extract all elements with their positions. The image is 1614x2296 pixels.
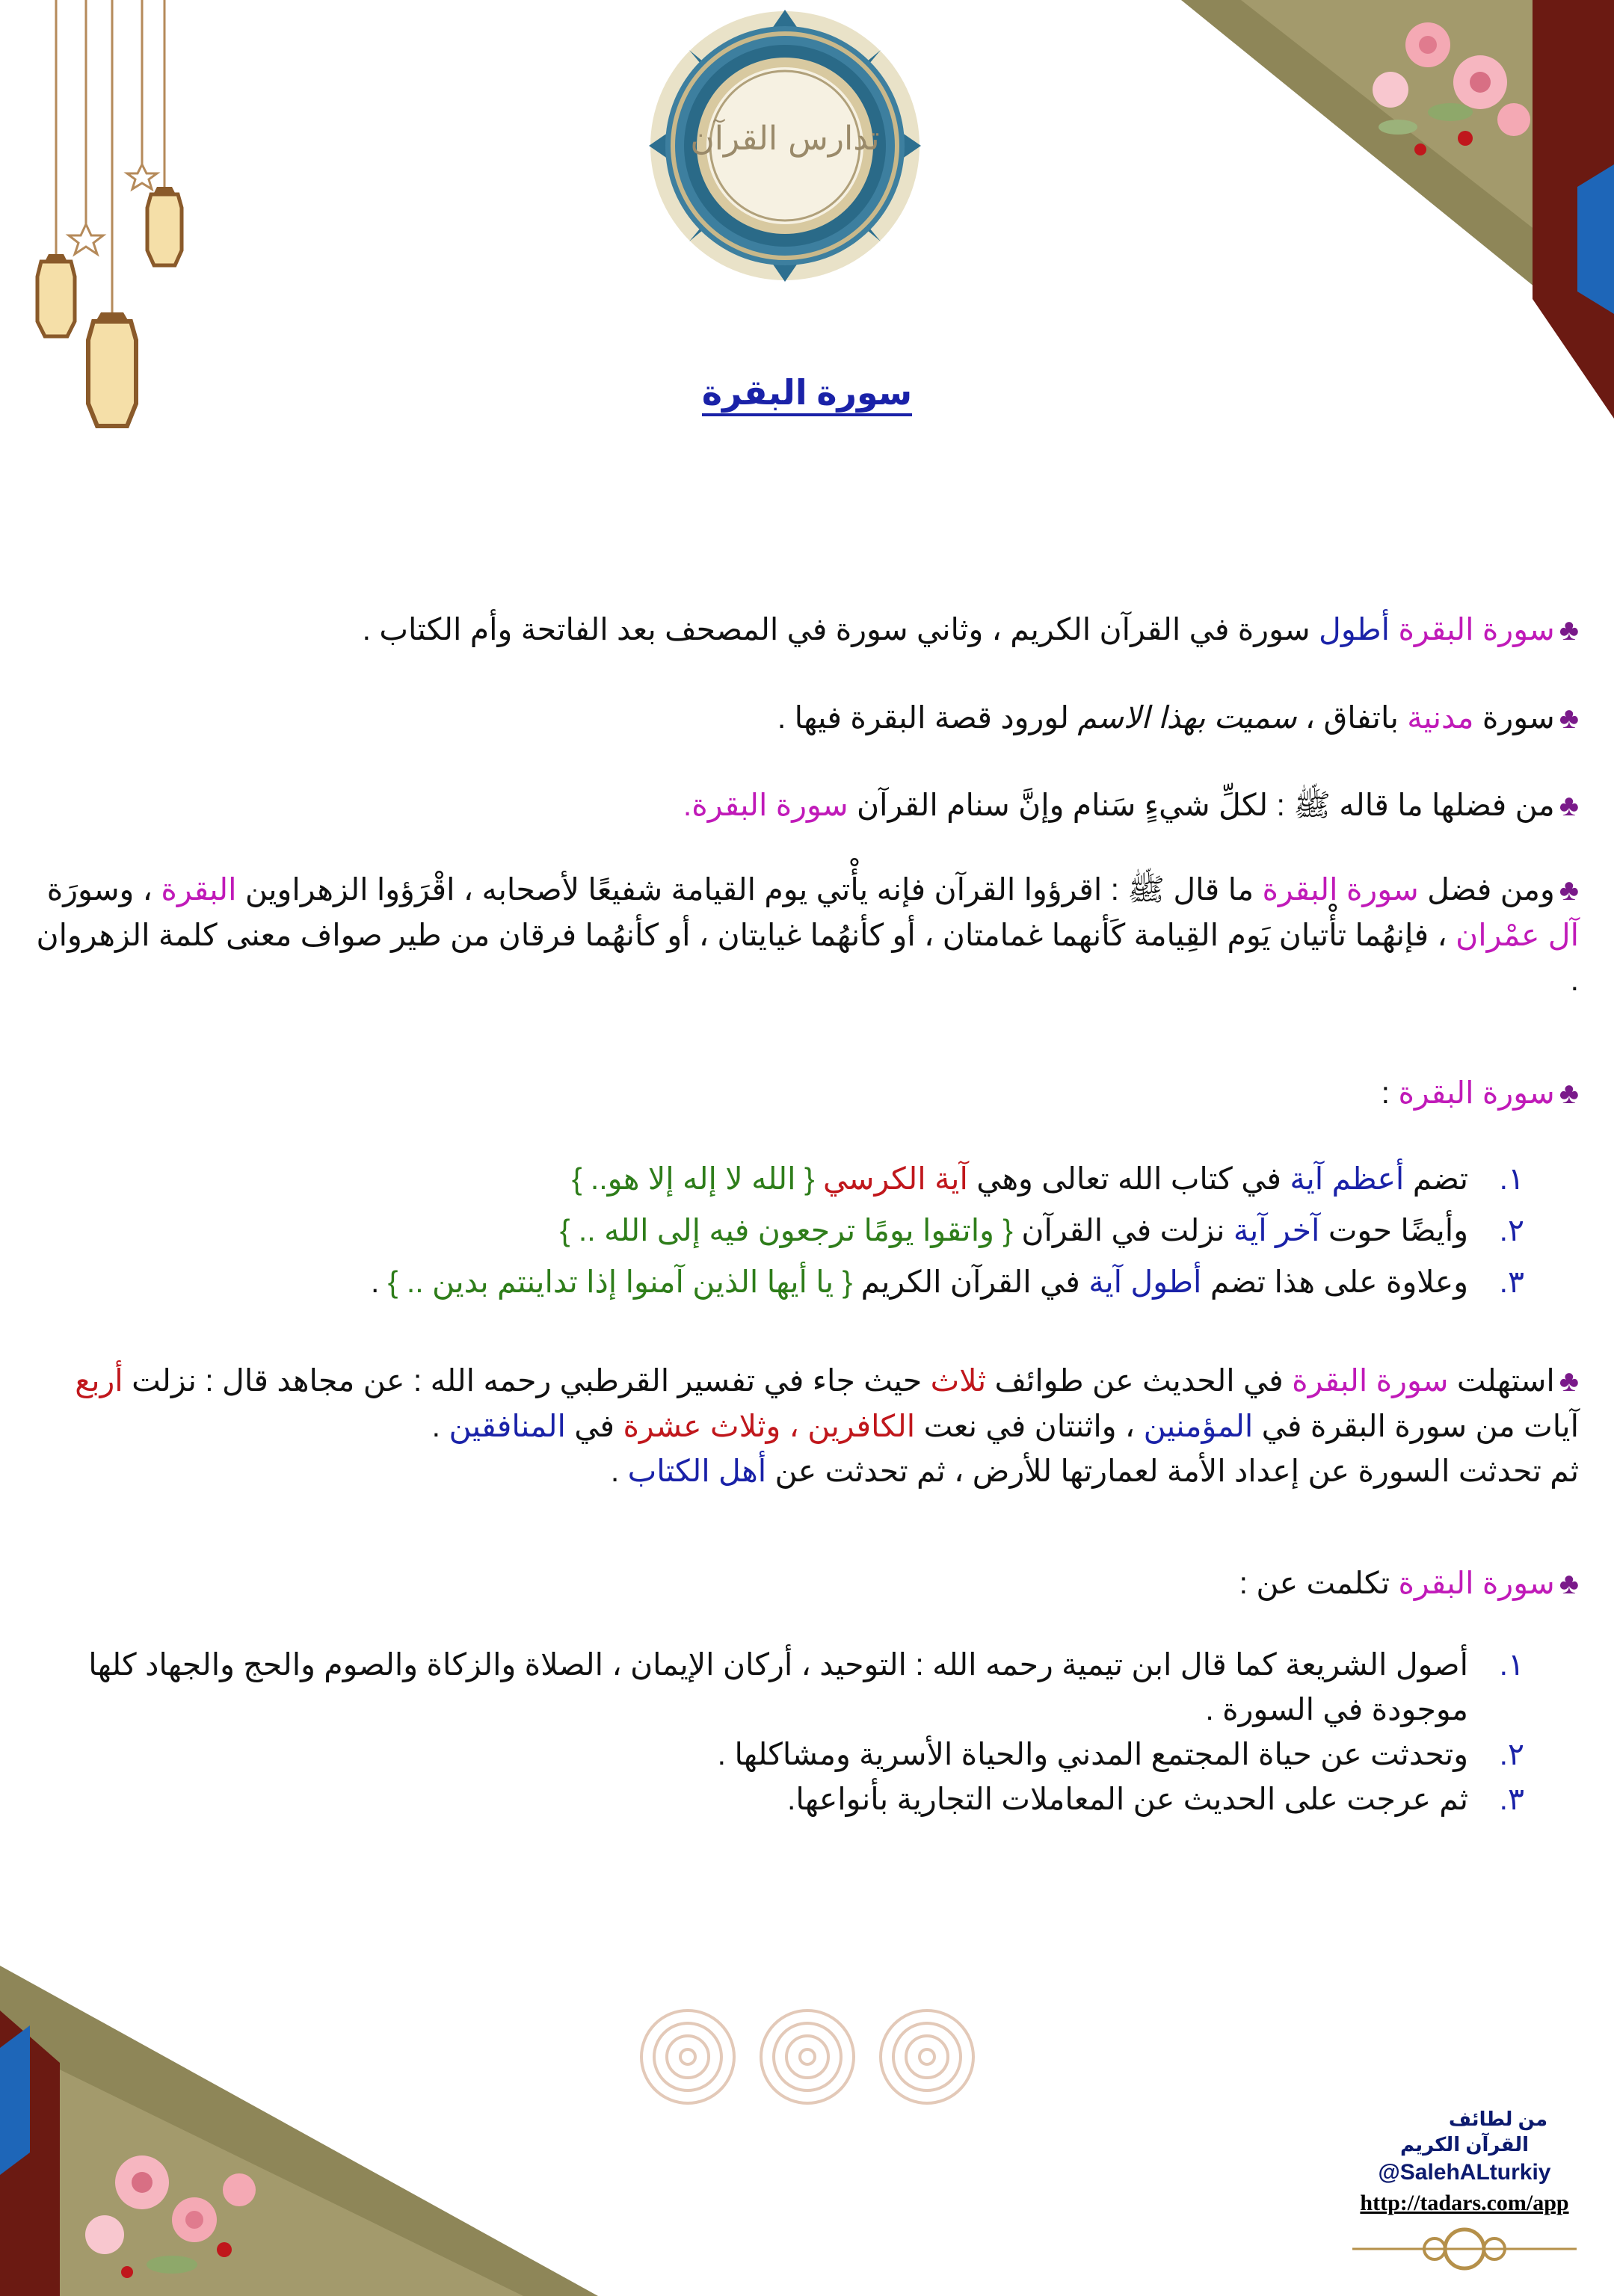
lantern-icon [37,254,75,336]
club-bullet-icon: ♣ [1559,702,1579,735]
mandala-ornament-icon [881,2010,973,2103]
list-item: ٢. وأيضًا حوت آخر آية نزلت في القرآن { واتقوا يومًا ترجعون فيه إلى الله .. } [559,1213,1524,1247]
club-bullet-icon: ♣ [1559,789,1579,822]
credit-url-link[interactable]: http://tadars.com/app [1360,2191,1569,2215]
fact-paragraph-4: ♣ومن فضل سورة البقرة ما قال ﷺ : اقرؤوا القرآن فإنه يأْتي يوم القيامة شفيعًا لأصحابه ، اقْرَؤوا الزهراوين البقرة ، وسورَة آل عمْران ، فإنهُما تأْتيان يَوم القِيامة كَأنهما غمامتان ، أو كأنهُما غيايتان ، أو كأنهُما فرقان من طير صواف معنى كلمة الزهروان . [36,872,1579,997]
credit-line-2: القرآن الكريم [1399,2133,1529,2155]
credit-line-1: من لطائف [1448,2108,1548,2130]
fact-paragraph-2: ♣سورة مدنية باتفاق ، سميت بهذا الاسم لورود قصة البقرة فيها . [777,700,1579,735]
list-item: ١. تضم أعظم آية في كتاب الله تعالى وهي آية الكرسي { الله لا إله إلا هو.. } [571,1161,1524,1196]
tadars-logo [643,7,927,284]
list-item: ٢. وتحدثت عن حياة المجتمع المدني والحياة الأسرية ومشاكلها . [717,1737,1524,1771]
credit-handle: @SalehALturkiy [1378,2160,1551,2185]
list-item: ١. أصول الشريعة كما قال ابن تيمية رحمه الله : التوحيد ، أركان الإيمان ، الصلاة والزكاة والصوم والحج والجهاد كلها موجودة في السورة . [88,1647,1524,1726]
fact-paragraph-3: ♣من فضلها ما قاله ﷺ : لكلِّ شيءٍ سَنام وإنَّ سنام القرآن سورة البقرة. [683,788,1579,822]
club-bullet-icon: ♣ [1559,874,1579,907]
fact-heading-7: ♣سورة البقرة تكلمت عن : [1239,1566,1579,1600]
club-bullet-icon: ♣ [1559,1567,1579,1600]
fact-paragraph-6: ♣استهلت سورة البقرة في الحديث عن طوائف ثلاث حيث جاء في تفسير القرطبي رحمه الله : عن مجاهد قال : نزلت أربع آيات من سورة البقرة في المؤمنين ، واثنتان في نعت الكافرين ، وثلاث عشرة في المنافقين . ثم تحدثت السورة عن إعداد الأمة لعمارتها للأرض ، ثم تحدثت عن أهل الكتاب . [75,1363,1579,1488]
club-bullet-icon: ♣ [1559,1365,1579,1398]
ornament-divider-icon [1352,2223,1577,2275]
credit-block [1341,2106,1588,2275]
bottom-left-corner-decoration [0,1966,598,2296]
list-item: ٣. وعلاوة على هذا تضم أطول آية في القرآن الكريم { يا أيها الذين آمنوا إذا تداينتم بدين .. } . [370,1265,1524,1299]
topics-list [29,1642,1524,1821]
bottom-ornaments [635,2005,979,2109]
top-right-corner-decoration [1181,0,1614,419]
fact-paragraph-1: ♣سورة البقرة أطول سورة في القرآن الكريم ، وثاني سورة في المصحف بعد الفاتحة وأم الكتاب . [362,612,1579,646]
list-item: ٣. ثم عرجت على الحديث عن المعاملات التجارية بأنواعها. [787,1782,1524,1816]
lantern-icon [147,187,182,265]
mandala-ornament-icon [641,2010,734,2103]
mandala-ornament-icon [761,2010,854,2103]
club-bullet-icon: ♣ [1559,1077,1579,1110]
virtues-list [29,1156,1524,1304]
page-title: سورة البقرة [0,372,1614,413]
fact-heading-5: ♣سورة البقرة : [1381,1076,1579,1110]
club-bullet-icon: ♣ [1559,614,1579,646]
logo-calligraphy-text: تدارس القرآن [690,120,880,158]
